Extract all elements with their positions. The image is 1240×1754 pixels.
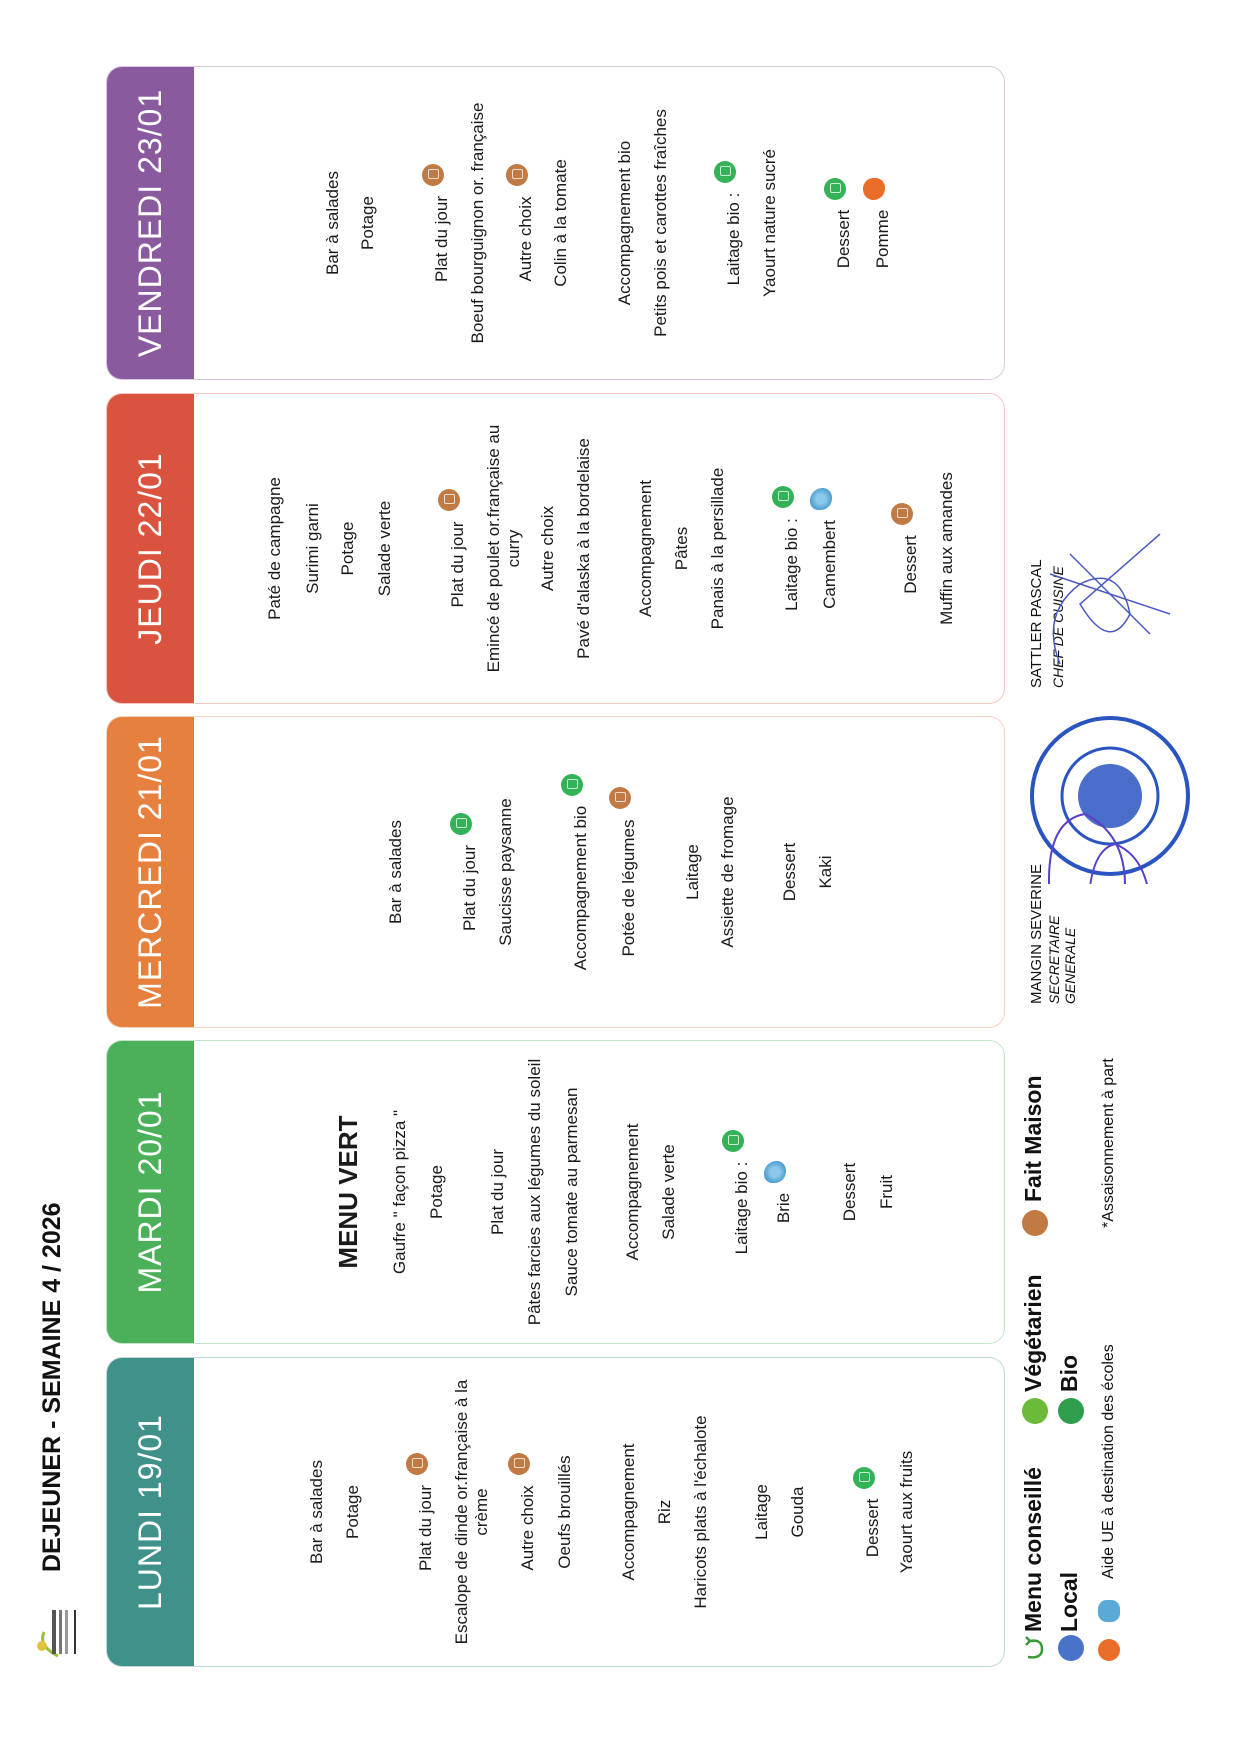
menu-item: [333, 1041, 363, 1343]
day-card-mardi: [106, 1040, 1005, 1344]
menu-item-text: MENU VERT: [333, 1115, 363, 1269]
menu-item-text: Accompagnement: [619, 1443, 638, 1581]
legend-aide-ue: Aide UE à destination des écoles: [1100, 1344, 1117, 1579]
menu-item: [635, 394, 657, 703]
menu-item: [690, 1358, 712, 1666]
menu-item-text: Pâtes: [672, 526, 691, 571]
menu-item-text: crème: [472, 1488, 491, 1536]
menu-item-text: Salade verte: [659, 1144, 678, 1240]
school-stamp: [1025, 709, 1195, 884]
menu-item: [503, 394, 525, 703]
menu-item: [707, 394, 729, 703]
menu-item: [781, 394, 804, 703]
menu-conseille-icon: [1022, 1635, 1048, 1661]
bio-icon: [714, 161, 736, 183]
chef-signature: [1040, 524, 1180, 674]
menu-item: [467, 67, 489, 379]
menu-item-text: Bar à salades: [307, 1460, 326, 1564]
page-title: DEJEUNER - SEMAINE 4 / 2026: [38, 1202, 66, 1572]
menu-item-text: Colin à la tomate: [551, 159, 570, 287]
menu-item-text: Laitage: [683, 844, 702, 900]
menu-item: [517, 1358, 540, 1666]
menu-item-text: Accompagnement bio: [615, 140, 634, 306]
bio-icon: [824, 178, 846, 200]
menu-item: [862, 1358, 885, 1666]
menu-item-text: Gaufre " façon pizza ": [390, 1109, 409, 1275]
menu-item-text: Autre choix: [516, 196, 535, 282]
bio-icon: [772, 486, 794, 508]
menu-item-text: Yaourt nature sucré: [760, 148, 779, 298]
menu-item-text: Bar à salades: [386, 820, 405, 924]
menu-item: [322, 67, 344, 379]
menu-item-text: Emincé de poulet or.française au: [484, 424, 503, 673]
menu-item-text: Potage: [338, 521, 357, 576]
menu-item-text: Gouda: [788, 1486, 807, 1538]
bio-ab-icon: [1058, 1398, 1084, 1424]
menu-item: [483, 394, 505, 703]
secretary-name: MANGIN SEVERINE: [1028, 863, 1045, 1004]
menu-item: [717, 717, 739, 1027]
menu-item: [773, 1041, 796, 1343]
day-card-vendredi: [106, 66, 1005, 380]
menu-item: [682, 717, 704, 1027]
fait-maison-icon: [406, 1453, 428, 1475]
menu-item: [342, 1358, 364, 1666]
menu-item-text: Saucisse paysanne: [496, 798, 515, 946]
menu-item: [614, 67, 636, 379]
menu-item: [431, 67, 454, 379]
menu-item-text: Assiette de fromage: [718, 796, 737, 948]
day-card-mercredi: [106, 716, 1005, 1028]
menu-item-text: Kaki: [816, 855, 835, 889]
menu-item-text: Oeufs brouillés: [555, 1455, 574, 1569]
menu-item-text: Plat du jour: [416, 1485, 435, 1571]
bio-icon: [450, 813, 472, 835]
menu-item: [815, 717, 837, 1027]
menu-item-text: Laitage: [752, 1484, 771, 1540]
day-header: VENDREDI 23/01: [107, 67, 194, 379]
menu-item-text: Bar à salades: [323, 171, 342, 275]
day-header: MERCREDI 21/01: [107, 717, 194, 1027]
menu-item-text: Yaourt aux fruits: [897, 1450, 916, 1574]
menu-item: [839, 1041, 861, 1343]
menu-item: [447, 394, 470, 703]
menu-item: [759, 67, 781, 379]
menu-item-text: Sauce tomate au parmesan: [562, 1087, 581, 1297]
menu-item-text: Potage: [427, 1165, 446, 1219]
menu-item-text: Laitage bio :: [724, 192, 743, 286]
menu-item-text: Autre choix: [538, 505, 557, 592]
menu-item-text: Potage: [358, 196, 377, 250]
menu-item-text: Pomme: [873, 209, 892, 269]
local-icon: [810, 488, 832, 510]
menu-item: [515, 67, 538, 379]
day-card-lundi: [106, 1357, 1005, 1667]
menu-item: [385, 717, 407, 1027]
menu-item: [671, 394, 693, 703]
fait-maison-icon: [438, 490, 460, 512]
menu-item-text: Boeuf bourguignon or. française: [468, 102, 487, 344]
menu-item: [302, 394, 324, 703]
menu-item-text: Muffin aux amandes: [937, 472, 956, 625]
menu-item-text: Accompagnement: [623, 1123, 642, 1261]
menu-item: [471, 1358, 493, 1666]
menu-item: [524, 1041, 546, 1343]
menu-item: [306, 1358, 328, 1666]
menu-item: [936, 394, 958, 703]
chef-role: CHEF DE CUISINE: [1050, 566, 1066, 688]
menu-item-text: Pavé d'alaska à la bordelaise: [574, 438, 593, 659]
menu-item-text: Autre choix: [518, 1485, 537, 1571]
legend-local: Local: [1056, 1571, 1082, 1632]
menu-item-text: Escalope de dinde or.française à la: [452, 1379, 471, 1645]
fait-maison-icon: [506, 164, 528, 186]
menu-item: [618, 1358, 640, 1666]
menu-item: [459, 717, 482, 1027]
bio-icon: [722, 1130, 744, 1152]
menu-item-text: Laitage bio :: [782, 518, 801, 611]
menu-item: [389, 1041, 411, 1343]
day-header: LUNDI 19/01: [107, 1358, 194, 1666]
menu-item: [570, 717, 593, 1027]
menu-item: [650, 67, 672, 379]
day-header: JEUDI 22/01: [107, 394, 194, 703]
menu-item-text: Pâtes farcies aux légumes du soleil: [525, 1058, 544, 1326]
menu-item-text: Camembert: [820, 520, 839, 609]
menu-item: [426, 1041, 448, 1343]
menu-item: [357, 67, 379, 379]
menu-item-text: Panais à la persillade: [708, 467, 727, 630]
legend-menu-conseille: Menu conseillé: [1020, 1467, 1046, 1632]
menu-item: [573, 394, 595, 703]
vegetarien-icon: [1022, 1398, 1048, 1424]
aide-ue-icon: [1098, 1600, 1120, 1622]
menu-item-text: Accompagnement bio: [571, 805, 590, 971]
menu-item: [654, 1358, 676, 1666]
menu-item: [337, 394, 359, 703]
menu-item-text: Potée de légumes: [619, 819, 638, 957]
menu-item: [658, 1041, 680, 1343]
menu-item: [622, 1041, 644, 1343]
menu-item-text: Laitage bio :: [732, 1161, 751, 1255]
local-icon: [1058, 1635, 1084, 1661]
chef-name: SATTLER PASCAL: [1028, 559, 1045, 688]
menu-item: [487, 1041, 509, 1343]
school-logo: [28, 1600, 80, 1662]
menu-item: [550, 67, 572, 379]
menu-item: [618, 717, 641, 1027]
menu-item: [415, 1358, 438, 1666]
fait-maison-icon: [609, 787, 631, 809]
legend-bio: Bio: [1056, 1354, 1082, 1392]
menu-item: [787, 1358, 809, 1666]
fruit-icon: [1098, 1639, 1120, 1661]
menu-item: [561, 1041, 583, 1343]
menu-item: [451, 1358, 473, 1666]
menu-item: [731, 1041, 754, 1343]
menu-item-text: Potage: [343, 1485, 362, 1539]
menu-item-text: Riz: [655, 1499, 674, 1525]
fait-maison-icon: [508, 1453, 530, 1475]
local-icon: [764, 1161, 786, 1183]
menu-item-text: Haricots plats à l'échalote: [691, 1415, 710, 1609]
menu-item: [779, 717, 801, 1027]
menu-item: [537, 394, 559, 703]
menu-item-text: Surimi garni: [303, 503, 322, 594]
secretary-role-1: SECRETAIRE: [1046, 915, 1062, 1004]
menu-item-text: Plat du jour: [448, 521, 467, 608]
menu-item-text: Dessert: [780, 842, 799, 902]
menu-item: [751, 1358, 773, 1666]
legend-fait-maison: Fait Maison: [1020, 1075, 1046, 1202]
menu-item-text: Plat du jour: [432, 196, 451, 282]
menu-item: [872, 67, 895, 379]
bio-icon: [853, 1467, 875, 1489]
menu-item: [495, 717, 517, 1027]
menu-item-text: Dessert: [901, 535, 920, 594]
menu-item-text: Plat du jour: [488, 1149, 507, 1235]
menu-item: [554, 1358, 576, 1666]
menu-item: [876, 1041, 898, 1343]
menu-item-text: Accompagnement: [636, 479, 655, 618]
menu-item: [833, 67, 856, 379]
menu-item-text: Salade verte: [375, 500, 394, 597]
menu-item: [900, 394, 923, 703]
legend-assaisonnement: *Assaisonnement à part: [1100, 1058, 1117, 1228]
menu-item-text: Plat du jour: [460, 845, 479, 931]
day-card-jeudi: [106, 393, 1005, 704]
menu-item-text: Petits pois et carottes fraîches: [651, 109, 670, 337]
legend-vegetarien: Végétarien: [1020, 1274, 1046, 1392]
menu-item-text: curry: [504, 529, 523, 568]
menu-item-text: Paté de campagne: [265, 477, 284, 620]
menu-item-text: Fruit: [877, 1175, 896, 1209]
secretary-role-2: GENERALE: [1062, 927, 1078, 1004]
fait-maison-icon: [891, 503, 913, 525]
day-header: MARDI 20/01: [107, 1041, 194, 1343]
menu-item-text: Dessert: [834, 209, 853, 269]
fruit-local-icon: [863, 178, 885, 200]
fait-maison-icon: [1022, 1210, 1048, 1236]
bio-icon: [561, 774, 583, 796]
menu-item: [896, 1358, 918, 1666]
fait-maison-icon: [422, 164, 444, 186]
menu-item: [723, 67, 746, 379]
menu-item-text: Dessert: [840, 1162, 859, 1222]
menu-item: [374, 394, 396, 703]
menu-item: [819, 394, 842, 703]
menu-item-text: Dessert: [863, 1498, 882, 1558]
menu-item: [264, 394, 286, 703]
menu-item-text: Brie: [774, 1192, 793, 1224]
